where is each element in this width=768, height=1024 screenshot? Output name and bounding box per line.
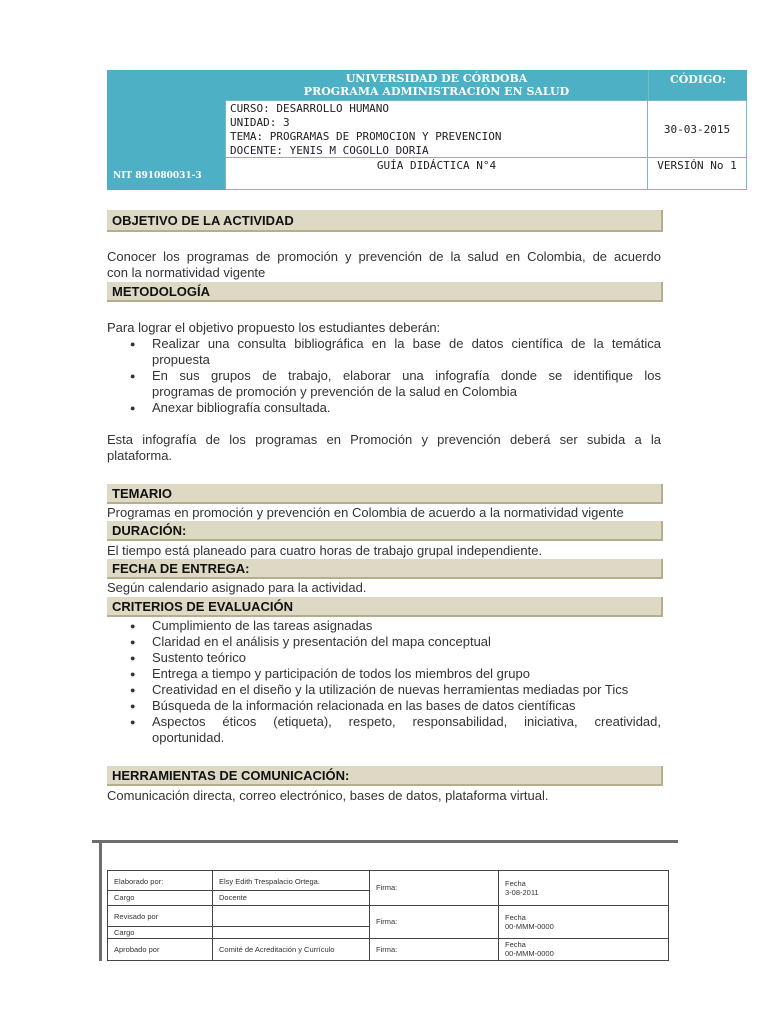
course-info-cell — [225, 100, 648, 158]
list-item-text: ● En sus grupos de trabajo, elaborar una infografía donde se identifique los — [152, 368, 661, 383]
list-item — [152, 714, 661, 746]
date-cell: 30-03-2015 — [648, 100, 747, 158]
university-name: UNIVERSIDAD DE CÓRDOBA — [345, 72, 528, 85]
metodologia-paragraph-1: Esta infografía de los programas en Promoción y prevención deberá ser subida a la — [107, 432, 661, 447]
herramientas-text: Comunicación directa, correo electrónico, bases de datos, plataforma virtual. — [107, 788, 549, 803]
guide-cell: GUÍA DIDÁCTICA N°4 — [225, 158, 648, 190]
fecha-label: Fecha — [505, 913, 526, 922]
footer-left-rule — [99, 843, 102, 961]
elaborado-value: Elsy Edith Trespalacio Ortega. — [213, 870, 370, 891]
duracion-title: DURACIÓN: — [107, 521, 663, 541]
metodologia-intro: Para lograr el objetivo propuesto los estudiantes deberán: — [107, 320, 441, 335]
cargo-label: Cargo — [107, 891, 213, 906]
header-title-block — [225, 70, 648, 100]
nit-label: NIT 891080031-3 — [113, 171, 202, 181]
metodologia-title: METODOLOGÍA — [107, 282, 663, 302]
revisado-value — [213, 906, 370, 927]
duracion-text: El tiempo está planeado para cuatro horas de trabajo grupal independiente. — [107, 543, 543, 558]
list-item: ● Creatividad en el diseño y la utilización de nuevas herramientas mediadas por Tics — [152, 682, 661, 698]
fecha-cell-3 — [499, 939, 669, 961]
program-name: PROGRAMA ADMINISTRACIÓN EN SALUD — [303, 85, 570, 98]
list-item-text: ● Realizar una consulta bibliográfica en la base de datos científica de la temática — [152, 336, 661, 351]
temario-text: Programas en promoción y prevención en Colombia de acuerdo a la normatividad vigente — [107, 505, 624, 520]
cargo-value — [213, 927, 370, 939]
fecha-text: Según calendario asignado para la actividad. — [107, 580, 367, 595]
firma-label: Firma: — [370, 870, 499, 906]
list-item: ● Anexar bibliografía consultada. — [152, 400, 661, 416]
cargo-label: Cargo — [107, 927, 213, 939]
fecha-title: FECHA DE ENTREGA: — [107, 559, 663, 579]
teacher-line: DOCENTE: YENIS M COGOLLO DORIA — [230, 144, 429, 157]
list-item — [152, 368, 661, 400]
fecha-value: 00-MMM-0000 — [505, 922, 554, 931]
aprobado-label: Aprobado por — [107, 939, 213, 961]
criterios-title: CRITERIOS DE EVALUACIÓN — [107, 597, 663, 617]
objetivo-text — [107, 249, 661, 281]
list-item: ● Sustento teórico — [152, 650, 661, 666]
cargo-value: Docente — [213, 891, 370, 906]
criterios-list — [107, 618, 661, 746]
fecha-value: 3-08-2011 — [505, 888, 539, 897]
list-item-text: programas de promoción y prevención de la salud en Colombia — [152, 384, 517, 399]
fecha-cell-2 — [499, 906, 669, 939]
codigo-label: CÓDIGO: — [648, 70, 747, 100]
herramientas-title: HERRAMIENTAS DE COMUNICACIÓN: — [107, 766, 663, 786]
header-table — [107, 70, 747, 190]
fecha-value: 00-MMM-0000 — [505, 949, 554, 958]
fecha-label: Fecha — [505, 879, 526, 888]
objetivo-line-2: con la normatividad vigente — [107, 265, 266, 280]
list-item: ● Búsqueda de la información relacionada en las bases de datos científicas — [152, 698, 661, 714]
metodologia-paragraph-2: plataforma. — [107, 448, 173, 463]
unit-line: UNIDAD: 3 — [230, 116, 290, 129]
list-item-text: ● Aspectos éticos (etiqueta), respeto, responsabilidad, iniciativa, creatividad, — [152, 714, 661, 729]
list-item — [152, 336, 661, 368]
list-item: ● Claridad en el análisis y presentación del mapa conceptual — [152, 634, 661, 650]
list-item-text: propuesta — [152, 352, 210, 367]
metodologia-text — [107, 320, 661, 464]
elaborado-label: Elaborado por: — [107, 870, 213, 891]
topic-line: TEMA: PROGRAMAS DE PROMOCION Y PREVENCION — [230, 130, 502, 143]
list-item-text: oportunidad. — [152, 730, 225, 745]
footer-top-rule — [92, 840, 678, 843]
objetivo-line-1: Conocer los programas de promoción y prevención de la salud en Colombia, de acuerdo — [107, 249, 661, 264]
objetivo-title: OBJETIVO DE LA ACTIVIDAD — [107, 210, 663, 232]
list-item: ● Cumplimiento de las tareas asignadas — [152, 618, 661, 634]
fecha-cell-1 — [499, 870, 669, 906]
version-cell: VERSIÓN No 1 — [648, 158, 747, 190]
fecha-label: Fecha — [505, 940, 526, 949]
temario-title: TEMARIO — [107, 484, 663, 504]
course-line: CURSO: DESARROLLO HUMANO — [230, 102, 389, 115]
criterios-text — [107, 618, 661, 746]
revisado-label: Revisado por — [107, 906, 213, 927]
metodologia-list — [107, 336, 661, 416]
approval-table — [107, 870, 669, 961]
firma-label: Firma: — [370, 939, 499, 961]
list-item: ● Entrega a tiempo y participación de todos los miembros del grupo — [152, 666, 661, 682]
aprobado-value: Comité de Acreditación y Currículo — [213, 939, 370, 961]
firma-label: Firma: — [370, 906, 499, 939]
